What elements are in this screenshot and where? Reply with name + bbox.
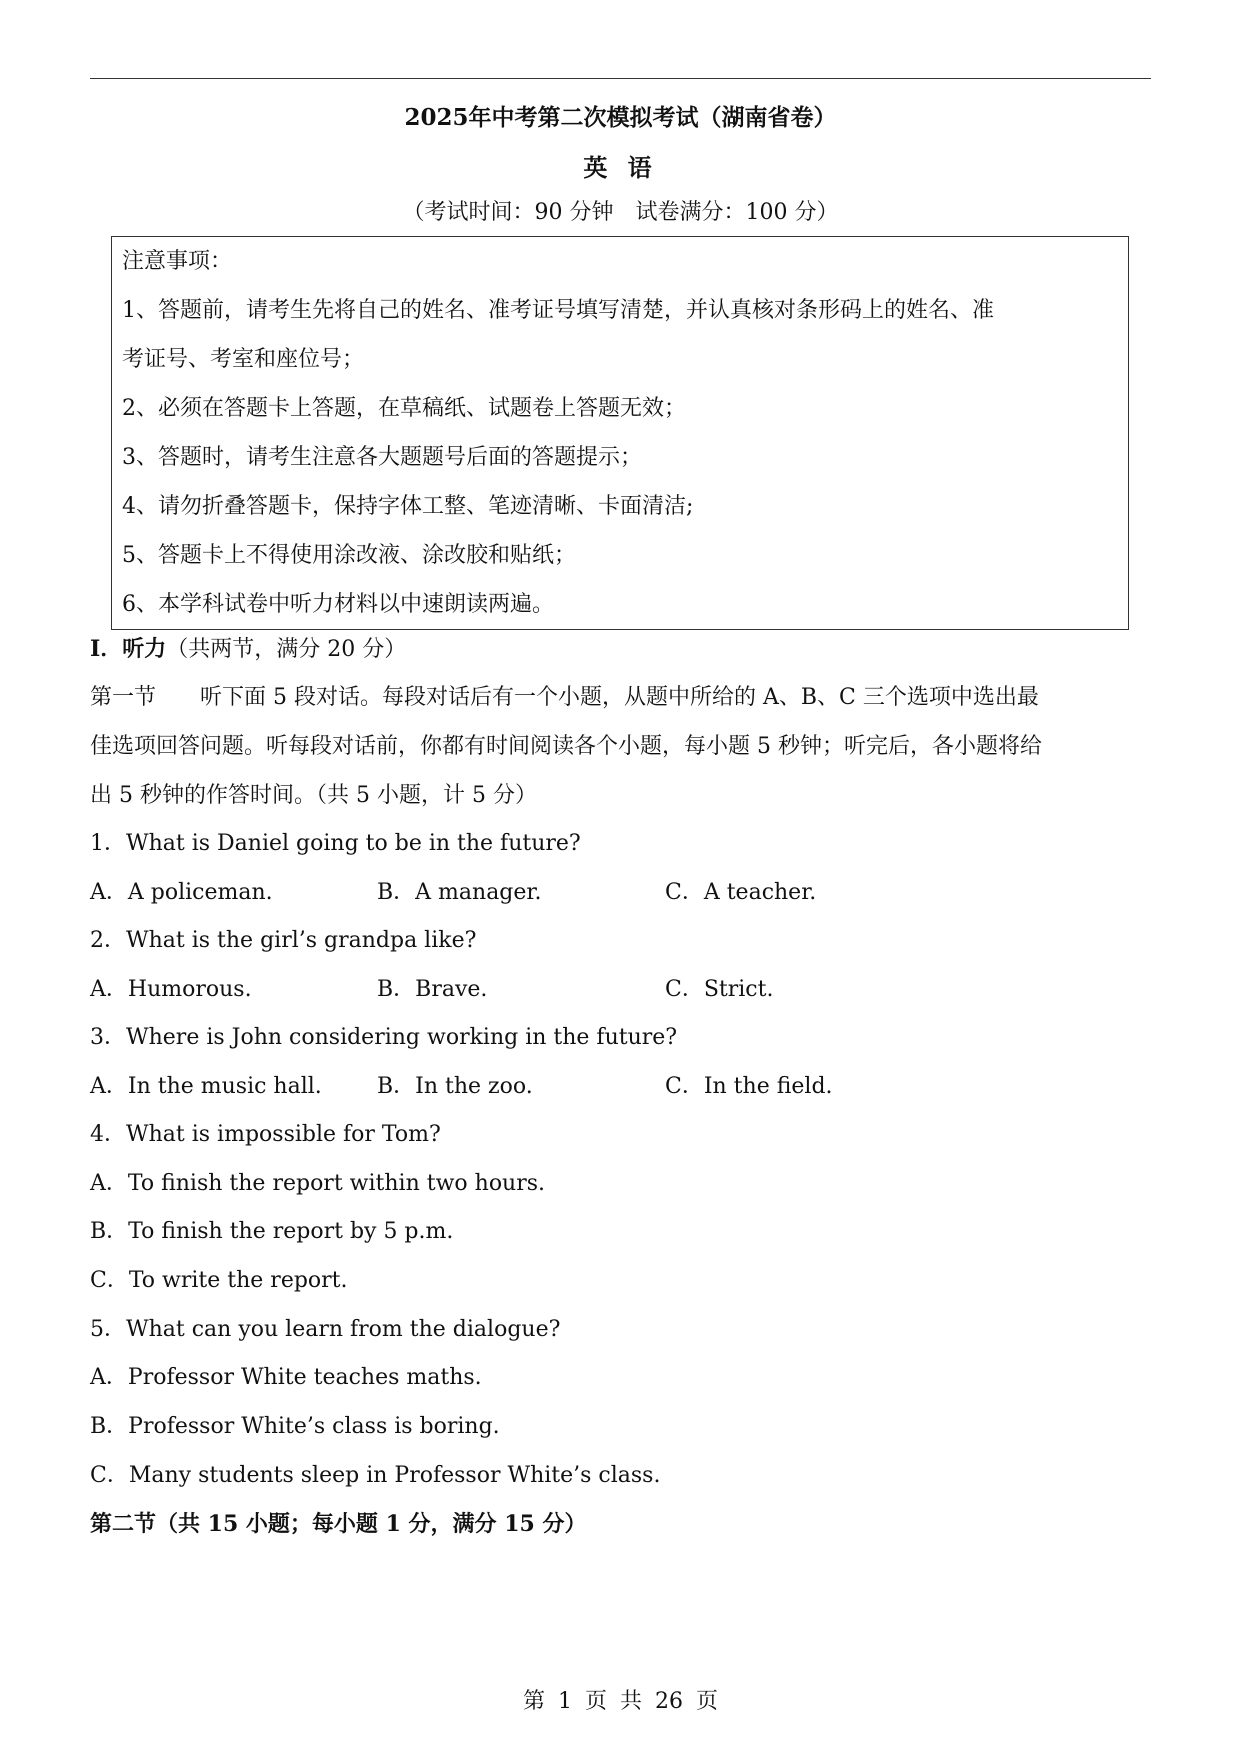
option-a: A．In the music hall. (90, 1074, 322, 1099)
option-b: B．In the zoo. (377, 1074, 533, 1099)
notice-line: 考证号、考室和座位号； (122, 347, 365, 372)
option-a: A．To finish the report within two hours. (90, 1171, 546, 1196)
section-heading-detail: （共两节，满分 20 分） (166, 637, 407, 662)
option-b: B．Professor White’s class is boring. (90, 1414, 500, 1439)
exam-info: （考试时间：90 分钟 试卷满分：100 分） (402, 200, 839, 225)
question: 1．What is Daniel going to be in the future? (90, 831, 581, 856)
option-c: C．In the field. (665, 1074, 833, 1099)
part1-instructions: 第一节 听下面 5 段对话。每段对话后有一个小题，从题中所给的 A、B、C 三个选项中选出最 (90, 685, 1039, 710)
notice-line: 1、答题前，请考生先将自己的姓名、准考证号填写清楚，并认真核对条形码上的姓名、准 (122, 298, 995, 323)
option-a: A．Humorous. (90, 977, 252, 1002)
question: 4．What is impossible for Tom? (90, 1122, 441, 1147)
notice-line: 5、答题卡上不得使用涂改液、涂改胶和贴纸； (122, 543, 576, 568)
option-a: A．Professor White teaches maths. (90, 1365, 482, 1390)
option-b: B．To finish the report by 5 p.m. (90, 1219, 454, 1244)
notice-line: 3、答题时，请考生注意各大题题号后面的答题提示； (122, 445, 642, 470)
notice-heading: 注意事项： (122, 249, 233, 274)
option-b: B．Brave. (377, 977, 488, 1002)
option-c: C．To write the report. (90, 1268, 348, 1293)
part2-heading: 第二节（共 15 小题；每小题 1 分，满分 15 分） (90, 1511, 587, 1537)
question: 3．Where is John considering working in the future? (90, 1025, 678, 1050)
part1-instructions: 出 5 秒钟的作答时间。（共 5 小题，计 5 分） (90, 783, 537, 808)
notice-line: 2、必须在答题卡上答题，在草稿纸、试题卷上答题无效； (122, 396, 686, 421)
section-heading-label: I．听力 (90, 636, 167, 662)
subject-title: 英 语 (583, 153, 658, 182)
notice-line: 6、本学科试卷中听力材料以中速朗读两遍。 (122, 592, 554, 617)
option-c: C．A teacher. (665, 880, 817, 905)
option-row (90, 878, 1090, 908)
part1-instructions: 佳选项回答问题。听每段对话前，你都有时间阅读各个小题，每小题 5 秒钟；听完后，各小题将给 (90, 734, 1042, 759)
option-b: B．A manager. (377, 880, 542, 905)
notice-box (111, 236, 1129, 630)
option-c: C．Many students sleep in Professor White’s class. (90, 1463, 661, 1488)
notice-line: 4、请勿折叠答题卡，保持字体工整、笔迹清晰、卡面清洁; (122, 494, 694, 519)
option-row (90, 1072, 1090, 1102)
question: 2．What is the girl’s grandpa like? (90, 928, 477, 953)
option-c: C．Strict. (665, 977, 774, 1002)
option-row (90, 975, 1090, 1005)
exam-title: 2025年中考第二次模拟考试（湖南省卷） (404, 104, 837, 131)
section-heading (90, 634, 406, 665)
option-a: A．A policeman. (90, 880, 273, 905)
page-number: 第 1 页 共 26 页 (523, 1689, 718, 1714)
top-rule (90, 78, 1151, 79)
question: 5．What can you learn from the dialogue? (90, 1317, 561, 1342)
